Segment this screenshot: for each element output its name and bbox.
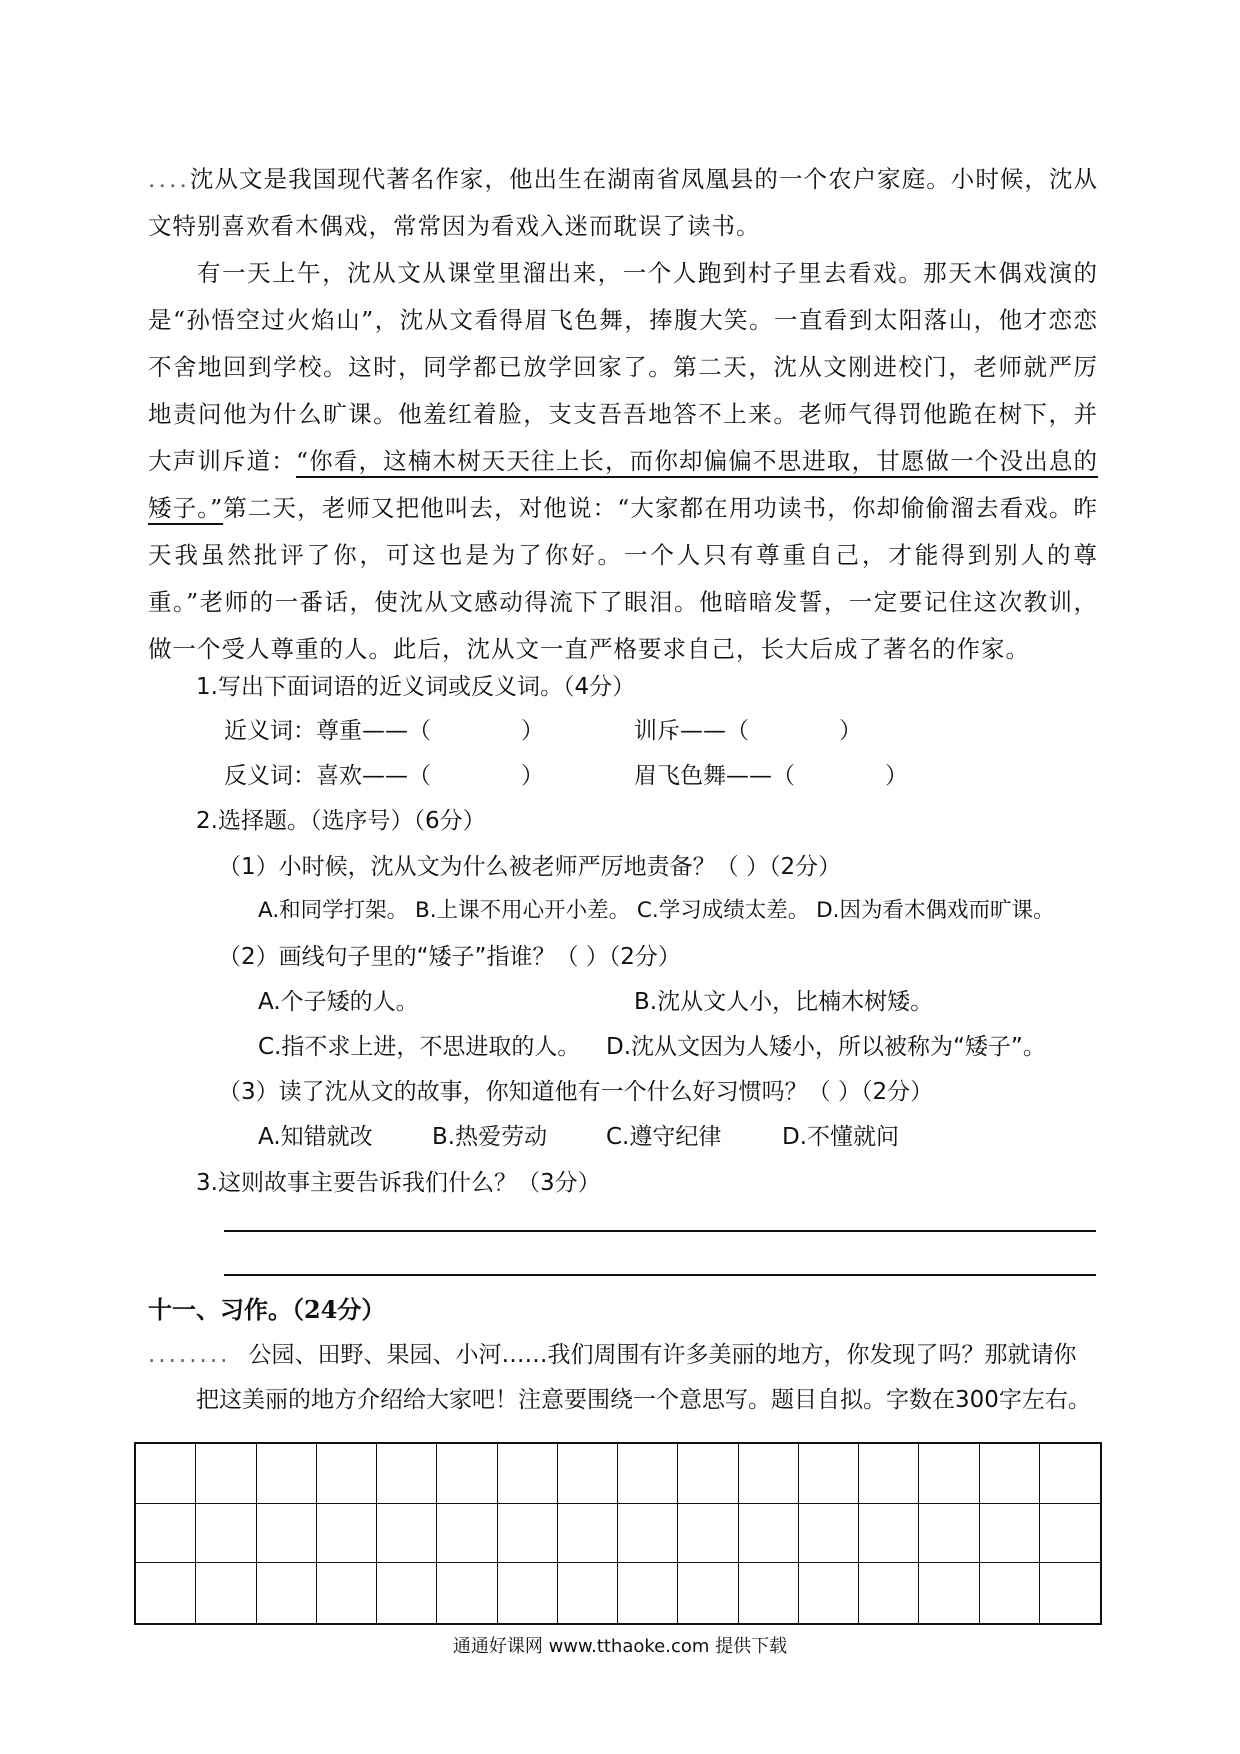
q1-synonym-1: 近义词：尊重——（ ） [224, 718, 544, 744]
grid-cell[interactable] [859, 1563, 919, 1623]
grid-cell[interactable] [678, 1444, 738, 1504]
q1-synonym-2: 训斥——（ ） [634, 718, 862, 744]
grid-cell[interactable] [739, 1563, 799, 1623]
paragraph-1-text: 沈从文是我国现代著名作家，他出生在湖南省凤凰县的一个农户家庭。小时候，沈从文特别喜欢看木偶戏，常常因为看戏入迷而耽误了读书。 [148, 165, 1098, 240]
grid-cell[interactable] [919, 1444, 979, 1504]
grid-cell[interactable] [618, 1563, 678, 1623]
q2-sub-2-option-b: B.沈从文人小，比楠木树矮。 [634, 989, 934, 1015]
underlined-sentence: “你看，这楠木树天天往上长，而你却偏偏不思进取，甘愿做一个没出息的矮子。” [148, 447, 1099, 522]
q2-sub-2-option-d: D.沈从文因为人矮小，所以被称为“矮子”。 [606, 1034, 1046, 1060]
grid-cell[interactable] [618, 1444, 678, 1504]
q2-sub-2-option-c: C.指不求上进，不思进取的人。 [258, 1034, 581, 1060]
grid-cell[interactable] [377, 1504, 437, 1564]
q2-sub-3-option-d: D.不懂就问 [782, 1124, 900, 1150]
grid-cell[interactable] [317, 1504, 377, 1564]
grid-cell[interactable] [799, 1444, 859, 1504]
grid-cell[interactable] [377, 1563, 437, 1623]
paragraph-2-text-after: 第二天，老师又把他叫去，对他说：“大家都在用功读书，你却偷偷溜去看戏。昨天我虽然批评了你，可这也是为了你好。一个人只有尊重自己，才能得到别人的尊重。”老师的一番话，使沈从文感动得流下了眼泪。他暗暗发誓，一定要记住这次教训，做一个受人尊重的人。此后，沈从文一直严格要求自己，长大后成了著名的作家。 [148, 494, 1099, 663]
grid-cell[interactable] [799, 1504, 859, 1564]
grid-cell[interactable] [317, 1563, 377, 1623]
q2-sub-3-option-a: A.知错就改 [258, 1124, 373, 1150]
grid-cell[interactable] [498, 1504, 558, 1564]
paragraph-2-text-before: 有一天上午，沈从文从课堂里溜出来，一个人跑到村子里去看戏。那天木偶戏演的是“孙悟空过火焰山”，沈从文看得眉飞色舞，捧腹大笑。一直看到太阳落山，他才恋恋不舍地回到学校。这时，同学都已放学回家了。第二天，沈从文刚进校门，老师就严厉地责问他为什么旷课。他羞红着脸，支支吾吾地答不上来。老师气得罚他跪在树下，并大声训斥道： [148, 259, 1098, 475]
grid-cell[interactable] [1040, 1563, 1100, 1623]
leading-dots: ........ [148, 1342, 231, 1368]
q2-sub-2-option-a: A.个子矮的人。 [258, 989, 419, 1015]
grid-cell[interactable] [317, 1444, 377, 1504]
grid-cell[interactable] [437, 1444, 497, 1504]
q3-title: 3.这则故事主要告诉我们什么？（3分） [196, 1170, 601, 1196]
footer-credit: 通通好课网 www.tthaoke.com 提供下载 [452, 1636, 788, 1657]
passage-paragraph-1 [148, 156, 1098, 250]
leading-dots: .... [148, 165, 190, 193]
grid-cell[interactable] [437, 1563, 497, 1623]
q2-sub-3: （3）读了沈从文的故事，你知道他有一个什么好习惯吗？（ ）（2分） [218, 1079, 934, 1105]
writing-prompt-line-2: 把这美丽的地方介绍给大家吧！注意要围绕一个意思写。题目自拟。字数在300字左右。 [196, 1387, 1091, 1413]
grid-cell[interactable] [196, 1563, 256, 1623]
q2-sub-3-option-c: C.遵守纪律 [606, 1124, 722, 1150]
grid-cell[interactable] [136, 1444, 196, 1504]
grid-cell[interactable] [859, 1444, 919, 1504]
grid-cell[interactable] [558, 1563, 618, 1623]
grid-cell[interactable] [678, 1504, 738, 1564]
passage-paragraph-2 [148, 250, 1098, 673]
grid-cell[interactable] [196, 1444, 256, 1504]
grid-cell[interactable] [377, 1444, 437, 1504]
q2-title: 2.选择题。（选序号）（6分） [196, 808, 486, 834]
grid-cell[interactable] [136, 1563, 196, 1623]
q2-sub-2: （2）画线句子里的“矮子”指谁？（ ）（2分） [218, 944, 681, 970]
section-heading: 十一、习作。（24分） [148, 1295, 386, 1324]
writing-grid[interactable] [134, 1442, 1102, 1625]
grid-cell[interactable] [136, 1504, 196, 1564]
q1-antonym-2: 眉飞色舞——（ ） [634, 763, 908, 789]
grid-cell[interactable] [257, 1504, 317, 1564]
answer-line-1[interactable] [224, 1230, 1096, 1232]
q2-sub-1: （1）小时候，沈从文为什么被老师严厉地责备？（ ）（2分） [218, 854, 842, 880]
q1-antonym-1: 反义词：喜欢——（ ） [224, 763, 544, 789]
writing-prompt-line-1: ........ 公园、田野、果园、小河……我们周围有许多美丽的地方，你发现了吗？那就请你 [148, 1342, 1077, 1368]
grid-cell[interactable] [980, 1444, 1040, 1504]
grid-cell[interactable] [919, 1504, 979, 1564]
q2-sub-1-options: A.和同学打架。 B.上课不用心开小差。 C.学习成绩太差。 D.因为看木偶戏而旷课。 [258, 898, 1055, 923]
grid-cell[interactable] [739, 1504, 799, 1564]
grid-cell[interactable] [678, 1563, 738, 1623]
grid-cell[interactable] [859, 1504, 919, 1564]
grid-cell[interactable] [558, 1504, 618, 1564]
grid-cell[interactable] [498, 1563, 558, 1623]
grid-cell[interactable] [558, 1444, 618, 1504]
q2-sub-3-option-b: B.热爱劳动 [432, 1124, 548, 1150]
grid-cell[interactable] [980, 1563, 1040, 1623]
grid-cell[interactable] [739, 1444, 799, 1504]
answer-line-2[interactable] [224, 1274, 1096, 1276]
grid-cell[interactable] [919, 1563, 979, 1623]
q1-title: 1.写出下面词语的近义词或反义词。（4分） [196, 674, 636, 700]
grid-cell[interactable] [437, 1504, 497, 1564]
grid-cell[interactable] [799, 1563, 859, 1623]
grid-cell[interactable] [980, 1504, 1040, 1564]
grid-cell[interactable] [618, 1504, 678, 1564]
grid-cell[interactable] [257, 1563, 317, 1623]
grid-cell[interactable] [257, 1444, 317, 1504]
grid-cell[interactable] [196, 1504, 256, 1564]
grid-cell[interactable] [1040, 1444, 1100, 1504]
grid-cell[interactable] [498, 1444, 558, 1504]
grid-cell[interactable] [1040, 1504, 1100, 1564]
